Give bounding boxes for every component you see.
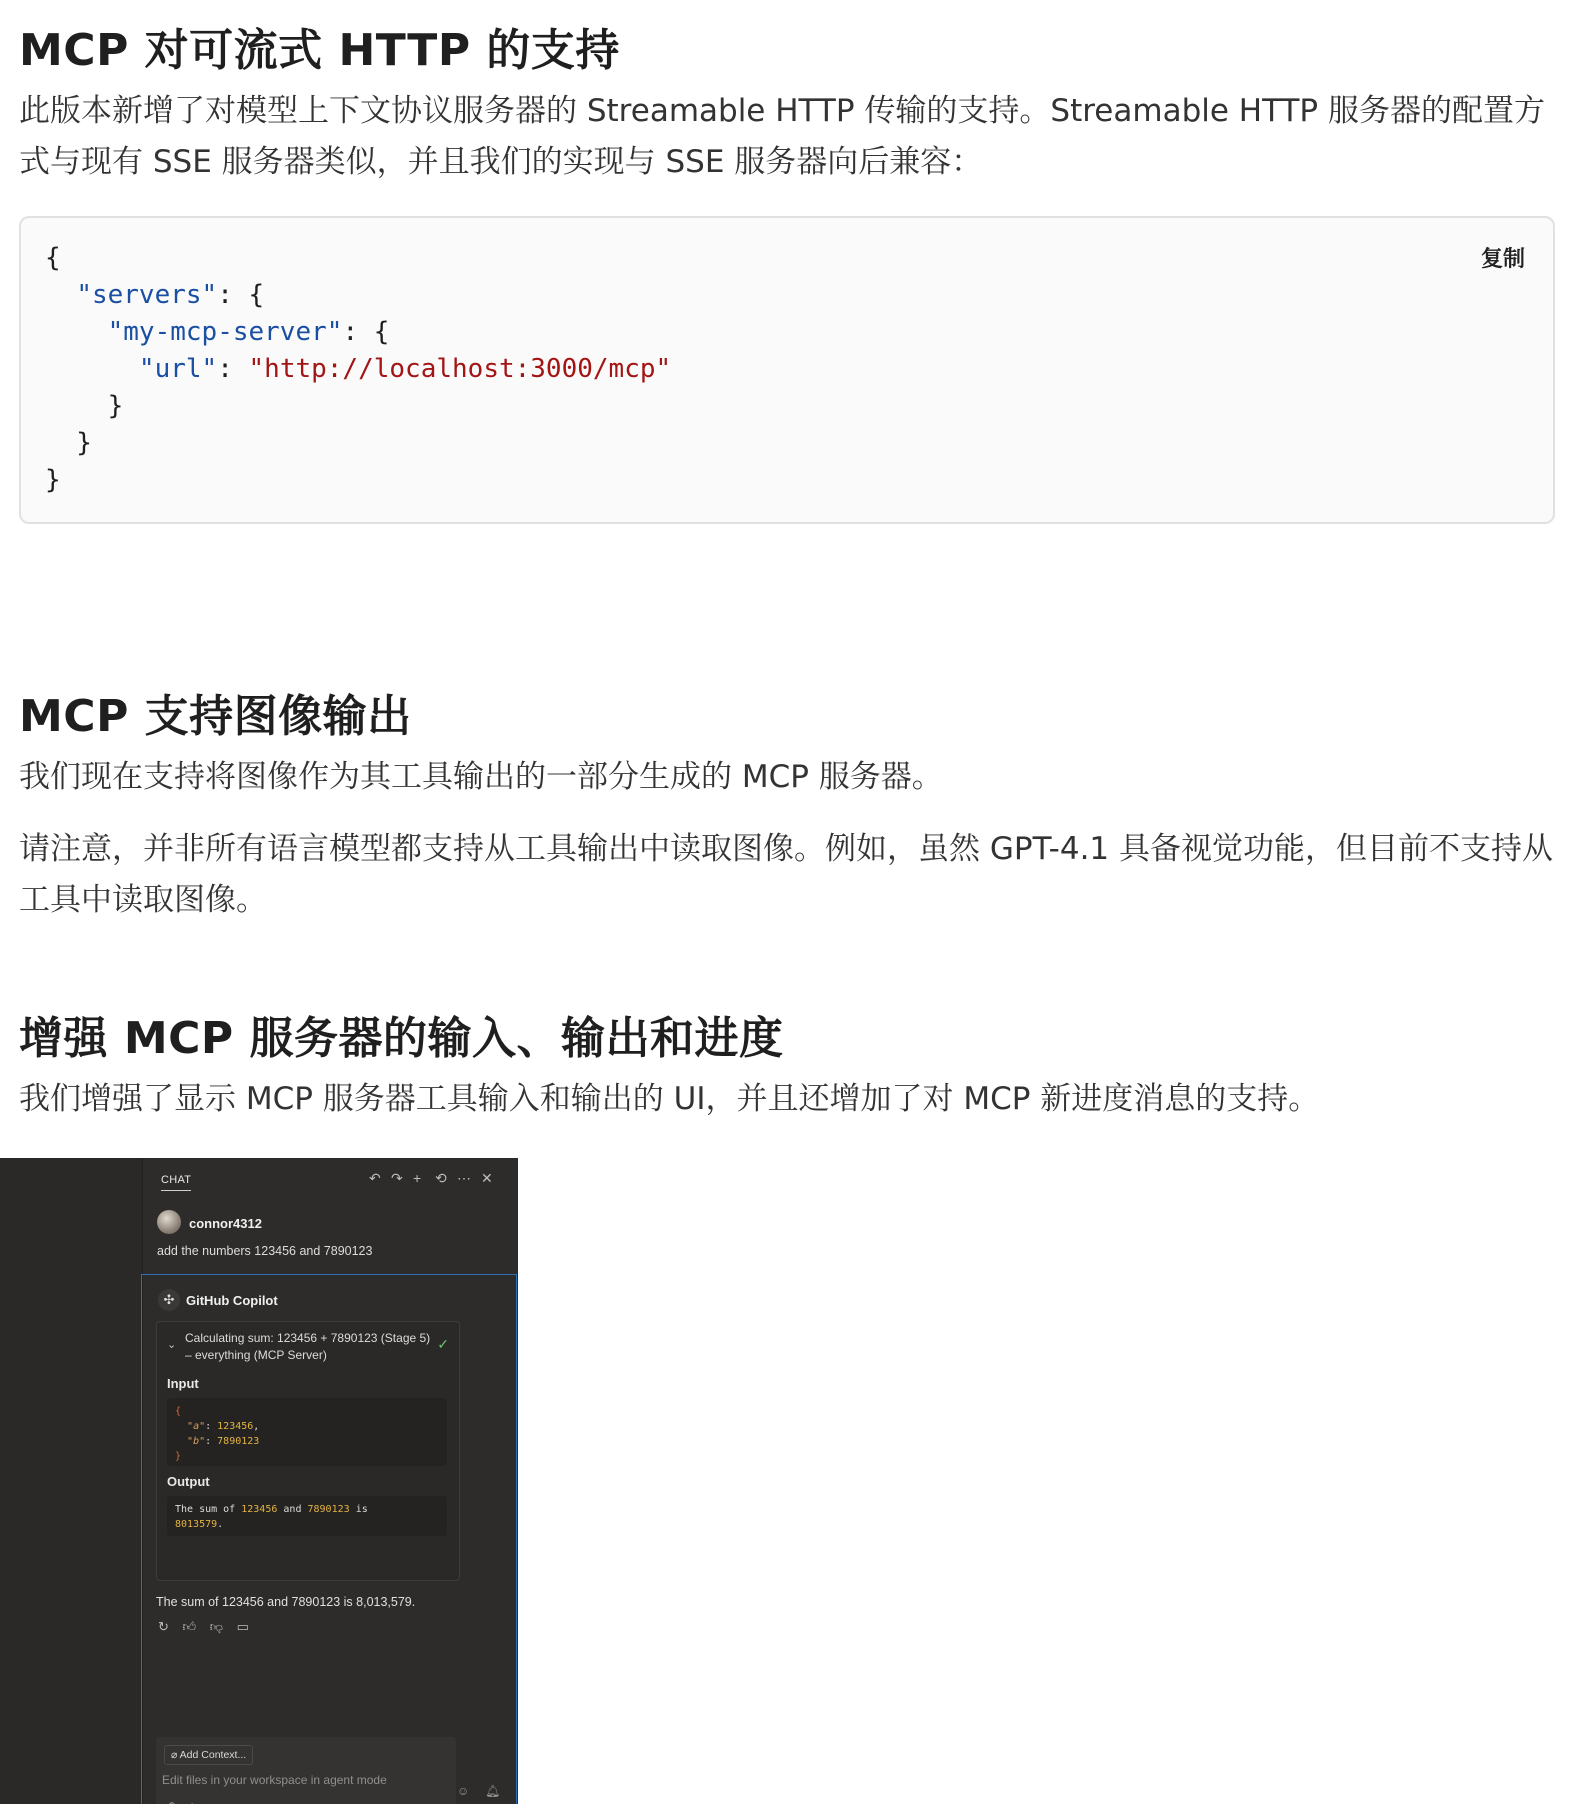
tool-call-panel[interactable] (156, 1321, 460, 1581)
code-content: { "servers": { "my-mcp-server": { "url": "http://localhost:3000/mcp" } } } (45, 243, 672, 495)
section-paragraph: 此版本新增了对模型上下文协议服务器的 Streamable HTTP 传输的支持。Streamable HTTP 服务器的配置方式与现有 SSE 服务器类似，并且我们的实现与 SSE 服务器向后兼容： (19, 93, 1545, 180)
redo-icon[interactable]: ↷ (391, 1170, 403, 1186)
comment-icon[interactable]: ▭ (236, 1619, 249, 1634)
output-number: 7890123 (307, 1504, 350, 1515)
assistant-response (141, 1274, 517, 1804)
undo-icon[interactable]: ↶ (369, 1170, 381, 1186)
response-actions (158, 1619, 259, 1635)
copilot-icon: ✣ (158, 1289, 180, 1311)
chat-screenshot (0, 1158, 518, 1804)
status-bar (143, 1782, 518, 1804)
user-name: connor4312 (189, 1216, 262, 1231)
json-key: "a" (187, 1421, 206, 1432)
user-message: add the numbers 123456 and 7890123 (157, 1244, 373, 1258)
output-text: The sum of (175, 1504, 236, 1515)
history-icon[interactable]: ⟲ (435, 1170, 447, 1186)
chevron-down-icon[interactable]: ⌄ (167, 1339, 177, 1351)
json-value: 123456 (217, 1421, 254, 1432)
chat-title[interactable]: CHAT (161, 1174, 191, 1191)
code-key: "servers" (76, 280, 218, 310)
tool-output-box: The sum of 123456 and 7890123 is 8013579. (167, 1496, 447, 1536)
section-heading-image-output: MCP 支持图像输出 (19, 691, 412, 742)
editor-area (0, 1158, 143, 1804)
copilot-status-icon[interactable]: ☺ (457, 1784, 470, 1798)
copy-button[interactable]: 复制 (1480, 247, 1525, 272)
assistant-name: GitHub Copilot (186, 1293, 278, 1308)
code-key: "my-mcp-server" (107, 317, 343, 347)
plus-icon[interactable]: + (413, 1170, 422, 1186)
tool-call-title: Calculating sum: 123456 + 7890123 (Stage 5) – everything (MCP Server) (185, 1331, 431, 1362)
more-icon[interactable]: ⋯ (457, 1170, 471, 1186)
input-label: Input (167, 1376, 199, 1391)
assistant-summary: The sum of 123456 and 7890123 is 8,013,579. (156, 1595, 416, 1609)
add-context-label: Add Context... (179, 1749, 247, 1761)
output-text: and (283, 1504, 302, 1515)
close-icon[interactable]: ✕ (481, 1170, 493, 1186)
bell-icon[interactable]: 🔔︎ (485, 1784, 501, 1798)
code-string: "http://localhost:3000/mcp" (248, 354, 672, 384)
section-paragraph: 我们现在支持将图像作为其工具输出的一部分生成的 MCP 服务器。 (19, 759, 943, 795)
json-key: "b" (187, 1436, 206, 1447)
section-heading-enhanced-io: 增强 MCP 服务器的输入、输出和进度 (19, 1013, 784, 1064)
output-text: is (355, 1504, 368, 1515)
add-context-button[interactable]: ⌀ Add Context... (164, 1745, 253, 1765)
chat-panel (143, 1158, 518, 1804)
chat-input-placeholder[interactable]: Edit files in your workspace in agent mode (162, 1773, 387, 1787)
retry-icon[interactable]: ↻ (158, 1619, 169, 1634)
output-number: 123456 (241, 1504, 278, 1515)
output-label: Output (167, 1474, 210, 1489)
code-key: "url" (138, 354, 218, 384)
check-icon: ✓ (437, 1336, 449, 1352)
chat-header (143, 1158, 518, 1198)
output-number: 8013579 (175, 1519, 218, 1530)
thumbs-down-icon[interactable]: 👎︎ (209, 1619, 223, 1634)
avatar (157, 1210, 181, 1234)
section-heading-streamable-http: MCP 对可流式 HTTP 的支持 (19, 25, 620, 76)
thumbs-up-icon[interactable]: 👍︎ (182, 1619, 197, 1634)
json-value: 7890123 (217, 1436, 260, 1447)
section-paragraph: 我们增强了显示 MCP 服务器工具输入和输出的 UI，并且还增加了对 MCP 新进度消息的支持。 (19, 1081, 1320, 1117)
code-block (19, 216, 1555, 524)
section-paragraph: 请注意，并非所有语言模型都支持从工具输出中读取图像。例如，虽然 GPT-4.1 具备视觉功能，但目前不支持从工具中读取图像。 (19, 831, 1553, 918)
tool-input-box: { "a": 123456, "b": 7890123 } (167, 1398, 447, 1466)
